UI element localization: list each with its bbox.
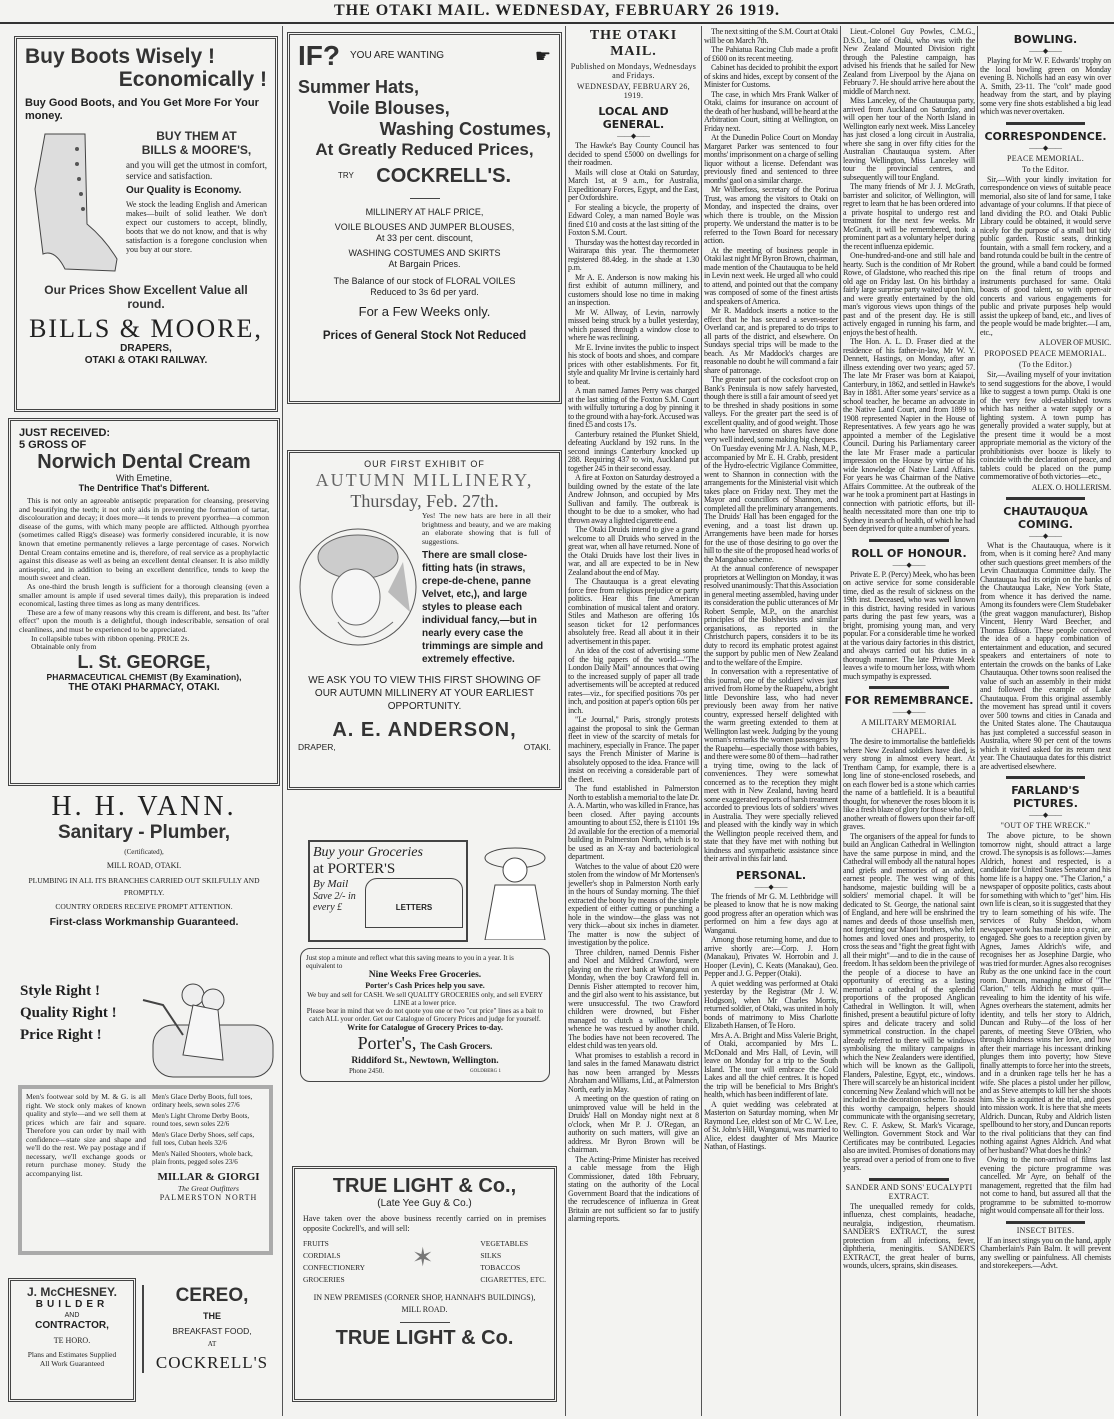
ad-text: All Work Guaranteed bbox=[39, 1359, 105, 1368]
column-rule bbox=[840, 26, 841, 1416]
section-heading: PERSONAL. bbox=[735, 868, 807, 882]
section-heading: ROLL OF HONOUR. bbox=[851, 546, 967, 560]
ornament-divider: ——◆—— bbox=[1029, 531, 1062, 540]
article-paragraph: Sir,—Availing myself of your invitation to send suggestions for the above, I would like to suggest a town pump. Otaki is one of the very few old-established towns which has neither a water supply or a lighting system. A town pump has generally provided a water supply, but at the present time it would be a most appropriate memorial as the victory of the prohibitionists over booze is likely to coincide with the declaration of peace, and tablets could be placed on the pump commemorative of both victories—etc., bbox=[980, 370, 1111, 481]
article-paragraph: Cabinet has decided to prohibit the export of skins and hides, except by consent of the Minister for Customs. bbox=[704, 63, 838, 89]
article-paragraph: "Le Journal," Paris, strongly protests against the proposal to sink the German fleet in view of the scarcity of metals for machinery, especially in France. The paper says the French Minister of Marine is absolutely opposed to the idea. France will insist on receiving a considerable part of the fleet. bbox=[568, 715, 699, 784]
signature: ALEX. O. HOLLERISM. bbox=[1031, 482, 1111, 492]
ad-gross: 5 GROSS OF bbox=[19, 439, 87, 451]
ad-headline: Quality Right ! bbox=[20, 1005, 117, 1021]
ad-buy: BUY THEM AT bbox=[156, 129, 237, 143]
ornament-divider: ——◆—— bbox=[1029, 143, 1062, 152]
section-heading: BOWLING. bbox=[1013, 33, 1078, 46]
article-paragraph: The Chautauqua is a great elevating force free from religious prejudice or party politics. Hear this fine American combination of musical talent and oratory. Stiles and Matheson are offering 10s season ticket for 12 performances absolutely free. Read all about it in their advertisement in this paper. bbox=[568, 577, 699, 646]
ad-store-name: Porter's, bbox=[357, 1033, 417, 1053]
ad-headline: Economically ! bbox=[118, 68, 267, 91]
article-paragraph: A fire at Foxton on Saturday destroyed a building owned by the estate of the late Andrew Johnson, and occupied by Mrs Sullivan and family. The outbreak is thought to be due to a smoker, who had thrown away a lighted cigarette end. bbox=[568, 473, 699, 525]
article-paragraph: Mr A. E. Anderson is now making his first exhibit of autumn millinery, and customers should lose no time in making an inspection. bbox=[568, 272, 699, 307]
ad-headline: Price Right ! bbox=[20, 1027, 102, 1043]
section-heading: LOCAL AND GENERAL. bbox=[598, 105, 669, 131]
ad-offer: VOILE BLOUSES AND JUMPER BLOUSES, bbox=[334, 222, 515, 232]
ornament-divider: ——◆—— bbox=[1029, 47, 1062, 55]
news-column bbox=[568, 28, 699, 1225]
article-paragraph: The Pahiatua Racing Club made a profit of £600 on its recent meeting. bbox=[704, 45, 838, 63]
news-column bbox=[980, 28, 1111, 1272]
ad-headline: At Greatly Reduced Prices, bbox=[315, 140, 534, 159]
ad-date: Thursday, Feb. 27th. bbox=[350, 491, 499, 511]
ornament-divider: ——◆—— bbox=[892, 708, 926, 716]
ad-store-name: J. McCHESNEY. bbox=[26, 1285, 118, 1299]
article-paragraph: Among those returning home, and due to arrive shortly are:—Corp. J. Horn (Manakau), Privates W. Horrobin and J. Hooper (Levin), C. Keats (Manakau), Geo. Pepper and J. G. Pepper (Otaki). bbox=[704, 935, 838, 978]
goods-item: CONFECTIONERY bbox=[303, 1263, 366, 1272]
article-paragraph: What promises to establish a record in land sales in the famed Manawatu district has now been arranged by Messrs Abraham and Williams, Ltd., at Palmerston North, early in May. bbox=[568, 1050, 699, 1094]
ad-headline: Buy your Groceries bbox=[313, 845, 423, 860]
ad-offer: At Bargain Prices. bbox=[388, 259, 461, 269]
subheading: INSECT BITES. bbox=[1016, 1225, 1075, 1235]
article-paragraph: Mr E. Irvine invites the public to inspect his stock of boots and shoes, and compare prices with other establishments. For fit, style and quality Mr Irvine is certainly hard to beat. bbox=[568, 342, 699, 386]
ad-text: Plans and Estimates Supplied bbox=[27, 1350, 117, 1359]
ad-vann bbox=[8, 792, 280, 929]
article-paragraph: The unequalled remedy for colds, influenza, chest complaints, headache, neuralgia, indigestion, rheumatism. SANDER'S EXTRACT, the surest protection from all infections, fever, diphtheria, meningitis. SANDER'S EXTRACT, the great healer of burns, wounds, ulcers, sprains, skin diseases. bbox=[843, 1201, 975, 1270]
article-paragraph: The friends of Mr G. M. Lethbridge will be pleased to know that he is now making good progress after an operation which was performed on him a few days ago at Wanganui. bbox=[704, 891, 838, 935]
subheading: SANDER AND SONS' EUCALYPTI EXTRACT. bbox=[845, 1182, 973, 1201]
ornament-divider: ——◆—— bbox=[754, 882, 788, 891]
goods-item: TOBACCOS bbox=[480, 1263, 521, 1272]
ad-store-name: COCKRELL'S. bbox=[376, 165, 512, 187]
ad-trade: DRAPERS, bbox=[120, 343, 172, 354]
ad-offer: MILLINERY AT HALF PRICE, bbox=[365, 207, 484, 217]
divider bbox=[869, 1178, 948, 1181]
ad-text: Please bear in mind that we do not quote you one or two "cut price" lines as a bait to catch ALL your order. Get our Catalogue of Grocery Prices and judge for yourself. bbox=[306, 1007, 544, 1023]
ad-trade: CONTRACTOR, bbox=[35, 1320, 109, 1331]
subheading: (To the Editor.) bbox=[1019, 360, 1072, 369]
ornament-divider: ——◆—— bbox=[1029, 811, 1062, 819]
article-paragraph: In conversation with a representative of this journal, one of the soldiers' wives just arrived from Home by the Ruapehu, a bright little Devonshire lass, who had never previously been away from her native country, expressed herself delighted with the warm greeting extended to them at Wellington last week. Judging by the young woman's remarks the women passengers by the Ruapehu—especially those with babies, and there were some 80 of them—had rather a trying time, owing to the lack of conveniences. They were somewhat concerned as to the reception they might meet with in New Zealand, having heard some exaggerated reports of harsh treatment accorded to previous lots of soldiers' wives in Australia. They were specially relieved and pleased with the kindly way in which the Wellington people received them, and state that they have met with nothing but kindness and sympathetic assistance since their arrival in this fair land. bbox=[704, 667, 838, 863]
ad-address: IN NEW PREMISES (CORNER SHOP, HANNAH'S BUILDINGS), MILL ROAD. bbox=[313, 1293, 536, 1314]
ad-cert: (Certificated), bbox=[124, 848, 164, 856]
mailbox-label: LETTERS bbox=[395, 903, 433, 912]
article-paragraph: At the meeting of business people in Otaki last night Mr Byron Brown, chairman, made mention of the Chautauqua to be held in Levin next week. He urged all who could to attend, and pointed out that the company was composed of some of the finest artists and speakers of America. bbox=[704, 245, 838, 306]
ad-mcchesney bbox=[8, 1278, 136, 1402]
boot-illustration-icon bbox=[25, 129, 120, 279]
article-paragraph: The greater part of the cocksfoot crop on Bank's Peninsula is now safely harvested, though there is still a fair amount of seed yet to be threshed in shady positions in some valleys. For the greater part the seed is of excellent quality, and of good weight. Those who have harvested on shares have done very well indeed, some making big cheques. bbox=[704, 375, 838, 444]
masthead: THE OTAKI MAIL. WEDNESDAY, FEBRUARY 26 1919. bbox=[0, 0, 1114, 24]
ad-true-light bbox=[292, 1166, 557, 1402]
ad-text: AT bbox=[207, 1340, 217, 1348]
article-paragraph: Watches to the value of about £20 were stolen from the window of Mr Mortensen's jeweller's shop in Palmerston North early in the hours of Sunday morning. The thief extracted the booty by means of the simple expedient of either cutting or punching a hole in the window—the glass was not very thick—about six inches in diameter. The matter is now the subject of investigation by the police. bbox=[568, 861, 699, 947]
ad-headline: AUTUMN MILLINERY, bbox=[315, 470, 534, 490]
article-paragraph: The many friends of Mr J. J. McGrath, barrister and solicitor, of Wellington, will regret to learn that he has been ordered into a private hospital to undergo rest and treatment for the next few weeks. Mr McGrath, it will be remembered, took a prominent part as a voluntary helper during the recent influenza epidemic. bbox=[843, 182, 975, 251]
ad-text: COUNTRY ORDERS RECEIVE PROMPT ATTENTION. bbox=[55, 902, 233, 911]
ornament-divider: ——◆—— bbox=[617, 132, 650, 140]
article-paragraph: Mr W. Allway, of Levin, narrowly missed being struck by a bullet yesterday, which passed through a window close to where he was reclining. bbox=[568, 307, 699, 342]
ad-address: TE HORO. bbox=[53, 1336, 91, 1345]
ad-trade: The Cash Grocers. bbox=[420, 1041, 493, 1051]
ad-trade: Sanitary - Plumber, bbox=[57, 822, 231, 843]
ornament-divider: ——◆—— bbox=[892, 560, 926, 569]
article-paragraph: The case, in which Mrs Frank Walker of Otaki, claims for insurance on account of the death of her husband, will be heard at the Arbitration Court, sitting at Wellington, on Friday next. bbox=[704, 89, 838, 133]
subheading: To the Editor. bbox=[1021, 164, 1070, 174]
ad-lead: Buy Good Boots, and You Get More For Your money. bbox=[25, 97, 259, 122]
article-paragraph: If an insect stings you on the hand, apply Chamberlain's Pain Balm. It will prevent any swelling or painfulness. All chemists and storekeepers.—Advt. bbox=[980, 1235, 1111, 1270]
ad-late: (Late Yee Guy & Co.) bbox=[377, 1198, 472, 1209]
ad-text: This is not only an agreeable antiseptic preparation for cleansing, preserving and beautifying the teeth; it not only aids in preventing the formation of tartar, discolouration and decay; it does more—it tends to prevent pyorrhea—a common disease of the gums, with which many people are afflicted. Although pyorrhea (sometimes called Rigg's disease) was formerly considered incurable, it is now known that emetine permanently relieves a large percentage of cases. Norwich Dental Cream contains emetine and is, therefore, of real service as a prophylactic against this disease as well as being an excellent dental cleanser. It is also mildly antiseptic, and in addition to being an excellent dentrifice, tends to keep the mouth sweet and clean. bbox=[19, 496, 269, 583]
price-item: Men's Light Chrome Derby Boots, round toes, sewn soles 22/6 bbox=[152, 1112, 250, 1128]
ad-store-name: TRUE LIGHT & Co. bbox=[335, 1327, 514, 1349]
article-paragraph: The Otaki Druids intend to give a grand welcome to all Druids who served in the great war, when all have returned. None of the Otaki Druids have lost their lives in war, and all are expected to be in New Zealand about the end of May. bbox=[568, 525, 699, 577]
ad-text: PLUMBING IN ALL ITS BRANCHES CARRIED OUT SKILFULLY AND PROMPTLY. bbox=[28, 876, 260, 897]
ad-guarantee: First-class Workmanship Guaranteed. bbox=[49, 916, 239, 928]
article-paragraph: Mails will close at Otaki on Saturday, March 1st, at 9 a.m., for Australia, Expeditionary Forces, Egypt, and the East, per Oxfordshire. bbox=[568, 167, 699, 202]
ad-address: Riddiford St., Newtown, Wellington. bbox=[351, 1056, 499, 1066]
ad-text: As one-third the brush length is sufficient for a thorough cleansing (even a smaller amount is ample if used several times daily), this preparation is indeed economical, lasting three times as long as many dentrifices. bbox=[19, 581, 269, 609]
article-paragraph: One-hundred-and-one and still hale and hearty. Such is the condition of Mr Robert Rowe, of Gladstone, who reached this ripe old age on Friday last. On his birthday a fairly large surprise party waited upon him, and were greatly entertained by the old man's vigorous views upon things of the past and of the present day. He is still actively engaged in running his farm, and enjoys the best of health. bbox=[843, 251, 975, 337]
article-paragraph: The above picture, to be shown tomorrow night, should attract a large crowd. The synopsis is as follows:—James Aldrich, honest and respected, is a candidate for United States Senator and his home life is a happy one. "The Clarion," a newspaper of opposite politics, casts about for something with which to "get" him. His own life is clean, so it is suggested that they try to learn something of his wife. The services of Ruby Sheldon, whom newspaper work has made into a cynic, are engaged. She goes to a reception given by Agnes, James Aldrich's wife, and recognises her as Josephine Dargie, who was tried for murder. Agnes also recognises Ruby as the one unkind face in the court room. Duncan, managing editor of "The Clarion," tells Aldrich he must quit—revealing to him the identity of his wife. Agnes overhears the statement, admits her identity, and tells her story to Aldrich, Duncan and Ruby—of the loss of her parents, of meeting Steve O'Brien, who through kindness wins her love, and how after their marriage his incessant drinking plunges them into poverty; how Steve finally attempts to force her into the streets, and in a drunken rage tells her he has a wife. She places a pistol under her pillow, and as Steve attempts to kill her she shoots him. She is acquitted at the trial, and goes into mission work. It is here that she meets Aldrich. Duncan, Ruby and Aldrich listen spellbound to her story, and Duncan reports to the rival politicians that they can find nothing against Agnes Aldrich. And what of her husband? What does he think? bbox=[980, 831, 1111, 1155]
article-paragraph: Thursday was the hottest day recorded in Wairarapa this year. The thermometer registered 88.4deg. in the shade at 1.30 p.m. bbox=[568, 237, 699, 272]
ad-headline: Summer Hats, bbox=[298, 77, 420, 97]
subheading: PEACE MEMORIAL. bbox=[1007, 153, 1084, 163]
woman-in-hat-illustration-icon bbox=[298, 512, 418, 672]
article-paragraph: The Acting-Prime Minister has received a cable message from the High Commissioner, dated 18th February, stating on the authority of the Local Government Board that the indications of the recrudescence of influenza in Great Britain are not sufficient so far to justify alarming reports. bbox=[568, 1154, 699, 1223]
ad-offer: WASHING COSTUMES AND SKIRTS bbox=[348, 248, 501, 258]
article-paragraph: A quiet wedding was performed at Otaki yesterday by the Registrar (Mr J. W. Hodgson), when Mr Charles Morris, returned soldier, of Otaki, was united in holy bonds of matrimony to Miss Charlotte Elizabeth Hansen, of Te Horo. bbox=[704, 978, 838, 1030]
subheading: PROPOSED PEACE MEMORIAL. bbox=[984, 349, 1107, 358]
ad-note: Prices of General Stock Not Reduced bbox=[322, 330, 527, 342]
ad-trade: AND bbox=[64, 1312, 80, 1319]
price-item: Men's Glace Derby Boots, full toes, ordinary heels, sewn soles 27/6 bbox=[152, 1093, 253, 1109]
subheading: A MILITARY MEMORIAL CHAPEL. bbox=[861, 718, 957, 736]
subheading: Published on Mondays, Wednesdays and Fridays. bbox=[570, 62, 697, 80]
ad-text: Men's footwear sold by M. & G. is all right. We stock only makes of known quality and style—and we sell them at prices which are fair and square. Therefore you can order by mail with confidence—state size and shape and we'll do the rest. We pay postage and if necessary, we'll exchange goods or return purchase money. Study the accompanying list. bbox=[26, 1092, 146, 1178]
article-paragraph: The next sitting of the S.M. Court at Otaki will be on March 7th. bbox=[704, 27, 838, 45]
ad-address: OTAKI & OTAKI RAILWAY. bbox=[84, 355, 208, 366]
article-paragraph: The desire to immortalise the battlefields where New Zealand soldiers have died, is very strong in almost every heart. At Trentham Camp, for example, there is a long line of stone-enclosed rosebeds, and on each flower bed is a stone which carries the name of a battlefield. It is a beautiful thought, for whenever the roses bloom it is like a fresh blaze of glory for those who fell, another wreath of flowers upon their far-off graves. bbox=[843, 737, 975, 831]
article-paragraph: Canterbury retained the Plunket Shield, defeating Auckland by 192 runs. In the second innings Canterbury knocked up 288. Requiring 437 to win, Auckland put together 245 in their second essay. bbox=[568, 429, 699, 473]
ad-text: WE ASK YOU TO VIEW THIS FIRST SHOWING OF OUR AUTUMN MILLINERY AT YOUR EARLIEST OPPORTUNITY. bbox=[308, 675, 541, 712]
goods-item: CORDIALS bbox=[303, 1251, 341, 1260]
ad-just-received: JUST RECEIVED: bbox=[19, 427, 111, 439]
goods-item: FRUITS bbox=[303, 1239, 329, 1248]
goods-item: SILKS bbox=[480, 1251, 502, 1260]
price-item: Men's Glace Derby Shoes, self caps, full toes, Cuban heels 32/6 bbox=[152, 1131, 255, 1147]
if-logo: IF? bbox=[298, 40, 340, 71]
ad-text: Have taken over the above business recently carried on in premises opposite Cockrell's, and will sell: bbox=[303, 1214, 546, 1233]
ad-text: We buy and sell for CASH. We sell QUALITY GROCERIES only, and sell EVERY LINE at a lower price. bbox=[307, 991, 543, 1007]
ad-text: and you will get the utmost in comfort, service and satisfaction. bbox=[126, 160, 267, 181]
divider bbox=[1006, 497, 1085, 500]
ad-trade: BUILDER bbox=[35, 1299, 109, 1310]
ad-text: Obtainable only from bbox=[31, 642, 97, 652]
ad-product: Norwich Dental Cream bbox=[37, 451, 251, 473]
ad-porters bbox=[300, 840, 550, 1140]
ad-offer: At 33 per cent. discount, bbox=[375, 233, 474, 243]
ad-with: With Emetine, bbox=[115, 473, 173, 483]
article-paragraph: Mr Wilberfoss, secretary of the Porirua Trust, was among the visitors to Otaki on Monday, and inspected the drains, over which there is trouble, on the Mission property. We understand the matter is to be referred to the Town Board for necessary action. bbox=[704, 185, 838, 245]
article-paragraph: For stealing a bicycle, the property of Edward Coley, a man named Boyle was fined £10 and costs at the last sitting of the Foxton S.M. Court. bbox=[568, 202, 699, 237]
news-column bbox=[843, 28, 975, 1272]
ad-headline: Washing Costumes, bbox=[379, 119, 551, 139]
ad-tagline: The Dentrifice That's Different. bbox=[78, 483, 210, 493]
article-paragraph: The organisers of the appeal for funds to build an Anglican Cathedral in Wellington have the same purpose in mind, and the Cathedral will embody all the natural hopes and griefs and memories of an ardent, earnest people. The west wing of this handsome, majestic building will be a soldiers' memorial chapel. It will be dedicated to St. George, the national saint of England, and here will be enshrined the names and deeds of those unselfish men, not forgetting our Maori brothers, who left homes and loved ones and prosperity, to cross the seas and "fight the great fight with all their might"—and to die in the cause of freedom. It has seldom been the privilege of the people of a diocese to have an opportunity of erecting as a lasting memorial a cathedral of the splendid proportions of the proposed Anglican Cathedral in Wellington. It will, when finished, present a beautiful picture of lofty spires and delicate tracery and solid symmetrical construction. In the chapel already referred to there will be windows symbolising the military campaigns in which the New Zealanders were identified, which will be known as the Gallipoli, Flanders, Palestine, Egypt, etc., windows. There will scarcely be an historical incident concerning New Zealand which will not be included in the decoration scheme. To assist this worthy campaign, helpers should communicate with the organising secretary, Rev. C. F. Askew, St. Mark's Vicarage, Wellington. Government Stock and War Certificates may be contributed. Legacies also are invited. Promises of donations may be spread over a period of from one to five years. bbox=[843, 831, 975, 1172]
ad-bills-moore bbox=[14, 36, 278, 412]
ad-save: Save 2/- in every £ bbox=[313, 891, 356, 913]
price-item: Men's Nailed Shooters, whole back, plain fronts, pegged soles 23/6 bbox=[152, 1150, 253, 1166]
ad-offer: Reduced to 3s 6d per yard. bbox=[370, 287, 479, 297]
article-paragraph: The Hon. A. L. D. Fraser died at the residence of his father-in-law, Mr W. Y. Dennett, Hastings, on Monday, after an illness extending over two years; aged 57. The late Mr Fraser was born at Kaiapoi, Canterbury, in 1862, and settled in Hawke's Bay in 1881. After some years' service as a school teacher, he became an advocate in the Native Land Court, and from 1899 to 1908 represented Napier in the House of Representatives. A few years ago he was appointed a member of the Legislative Council. During his Parliamentary career the late Mr Fraser made a particular impression on the House by virtue of his wide knowledge of Native Land Affairs. For years he was Chairman of the Native Affairs Committee. At the outbreak of the war he took a prominent part at Hastings in connection with patriotic efforts, but ill-health necessitated more than one trip to Sydney in search of health, of which he had been deprived for quite a number of years. bbox=[843, 337, 975, 533]
ad-text: There are small close-fitting hats (in straws, crepe-de-chene, panne Velvet, etc,), and large styles to please each individual fancy,—but in nearly every case the trimmings are simple and extremely effective. bbox=[422, 550, 544, 665]
ad-price: In collapsible tubes with ribbon opening. PRICE 2s. bbox=[31, 633, 190, 643]
ad-quality: Our Quality is Economy. bbox=[126, 185, 242, 196]
column-rule bbox=[565, 26, 566, 1416]
woman-posting-letter-illustration-icon bbox=[475, 840, 550, 940]
ad-try: TRY bbox=[337, 171, 354, 180]
ad-code: GOLDBERG 1 bbox=[470, 1069, 501, 1074]
ad-text: THE bbox=[203, 1311, 221, 1321]
ad-prices: Our Prices Show Excellent Value all round. bbox=[44, 283, 248, 311]
signature: A LOVER OF MUSIC. bbox=[1039, 338, 1111, 347]
article-paragraph: A man named James Perry was charged at the last sitting of the Foxton S.M. Court with wilfully torturing a dog by pinning it to the ground with a hay-fork. Accused was fined £5 and costs 17s. bbox=[568, 386, 699, 429]
ad-offer: The Balance of our stock of FLORAL VOILES bbox=[333, 276, 516, 286]
news-column bbox=[704, 28, 838, 1153]
ad-lead: YOU ARE WANTING bbox=[350, 50, 445, 61]
ad-headline: at PORTER'S bbox=[313, 861, 396, 877]
ad-offer: Nine Weeks Free Groceries. bbox=[368, 970, 482, 980]
ad-address: MILL ROAD, OTAKI. bbox=[106, 861, 182, 870]
divider bbox=[869, 539, 948, 542]
divider bbox=[1006, 1221, 1085, 1224]
ad-store-name: H. H. VANN. bbox=[51, 791, 237, 822]
article-paragraph: Owing to the non-arrival of films last evening the picture programme was cancelled. Mr Ayre, on behalf of the management, regretted that the film had not come to hand, but assured all that the programme to be submitted to-morrow night would compensate all for their loss. bbox=[980, 1155, 1111, 1215]
ad-lead: OUR FIRST EXHIBIT OF bbox=[364, 459, 485, 469]
column-rule bbox=[701, 26, 702, 1416]
ad-millar-giorgi bbox=[8, 975, 280, 1265]
article-paragraph: Mrs A. A. Bright and Miss Valerie Bright, of Otaki, accompanied by Mrs L. McDonald and Mrs Hall, of Levin, will leave on Monday for a trip to the South Island. The tour will embrace the Cold Lakes and all the chief centres. It is hoped the trip will be beneficial to Mrs Bright's health, which has been indifferent of late. bbox=[704, 1030, 838, 1099]
article-paragraph: An idea of the cost of advertising some of the big papers of the world—"The London Daily Mail" announces that owing to the increased supply of paper all trade advertisements will be accepted at reduced rates—viz., for specified positions 70s per inch, and position at paper's option 60s per inch. bbox=[568, 646, 699, 715]
article-paragraph: A meeting on the question of rating on unimproved value will be held in the Druids' Hall on Monday night next at 8 o'clock, when Mr P. J. O'Regan, an authority on such matters, will give an address. Mr Byron Brown will be chairman. bbox=[568, 1094, 699, 1154]
article-paragraph: Lieut.-Colonel Guy Powles, C.M.G., D.S.O., late of Otaki, who was with the New Zealand Mounted Division right through the Palestine campaign, has advised his friends that he sailed for New Zealand from Liverpool by the Ajana on February 7. He should arrive here about the middle of March next. bbox=[843, 27, 975, 96]
ad-tagline: The Great Outfitters bbox=[178, 1184, 239, 1193]
ad-offer: Porter's Cash Prices help you save. bbox=[365, 981, 485, 990]
goods-item: VEGETABLES bbox=[480, 1239, 529, 1248]
column-rule bbox=[282, 26, 283, 1416]
section-heading: FARLAND'S PICTURES. bbox=[1011, 784, 1080, 810]
ad-trade: PHARMACEUTICAL CHEMIST (By Examination), bbox=[46, 671, 242, 682]
article-paragraph: The Hawke's Bay County Council has decided to spend £5000 on dwellings for their roadmen. bbox=[568, 141, 699, 167]
divider bbox=[1006, 776, 1085, 779]
ad-store-name: A. E. ANDERSON, bbox=[332, 719, 517, 741]
ad-phone: Phone 2450. bbox=[349, 1067, 384, 1075]
section-heading: CHAUTAUQUA COMING. bbox=[1003, 504, 1088, 531]
paper-title: THE OTAKI MAIL. bbox=[589, 28, 678, 59]
ad-store: BILLS & MOORE'S, bbox=[141, 143, 252, 157]
ad-address: THE OTAKI PHARMACY, OTAKI. bbox=[68, 681, 220, 693]
ad-cereo bbox=[142, 1285, 280, 1373]
ad-anderson bbox=[287, 450, 562, 790]
article-paragraph: At the Dunedin Police Court on Monday Margaret Parker was sentenced to four months' imprisonment on a charge of selling liquor without a license. Defendant was previously fined and sentenced to three months' gaol on a similar charge. bbox=[704, 133, 838, 185]
ad-text: Yes! The new hats are here in all their brightness and beauty, and we are making an elaborate showing that is full of suggestions. bbox=[422, 511, 551, 546]
column-rule bbox=[977, 26, 978, 1416]
ad-text: BREAKFAST FOOD, bbox=[172, 1326, 252, 1336]
goods-item: GROCERIES bbox=[303, 1275, 345, 1284]
divider bbox=[1006, 122, 1085, 125]
article-paragraph: At the annual conference of newspaper proprietors at Wellington on Monday, it was resolved unanimously: That this Association in general meeting assembled, having under its consideration the public utterances of Mr Robert Semple, M.P., on the anarchist principles of the Bolshevists and similar organisations, as reported in the Christchurch papers, considers it to be its duty to record its emphatic protest against the support by public men of New Zealand and to the welfare of the Empire. bbox=[704, 564, 839, 667]
article-paragraph: What is the Chautauqua, where is it from, when is it coming here? And many other such questions greet members of the Levin Chautauqua Committee daily. The Chautauqua had its origin on the banks of the Chautauqua Lake, New York State, from whence it has derived the name. Among its founders were Clem Studebaker (the great waggon manufacturer), Bishop Vincent, Henry Ward Beecher, and Thomas Edison. These people conceived the idea of a happy combination of entertainment and education, and secured speakers and entertainers of note to entertain the crowds on the banks of Lake Chautauqua. Other towns soon realised the value of such an assembly in their midst and followed the example of Lake Chautauqua. From this original assembly the movement has spread until it covers over 500 towns and cities in Canada and the United States alone. The Chautauqua has just completed a successful season in Australia, where 90 per cent of the towns which it visited asked for its return next year. The Chautauqua dates for this district are advertised elsewhere. bbox=[980, 540, 1111, 771]
article-paragraph: Playing for Mr W. F. Edwards' trophy on the local bowling green on Monday evening B. Nicholls had an easy win over A. Smith, 23-11. The "colt" made good headway from the start, and by playing some very fine shots established a big lead which was never overtaken. bbox=[980, 56, 1111, 116]
subheading: "OUT OF THE WRECK." bbox=[1000, 821, 1091, 830]
ad-headline: Voile Blouses, bbox=[328, 98, 450, 118]
ad-cockrell bbox=[287, 32, 562, 404]
star-emblem-icon: ✶ bbox=[411, 1243, 434, 1272]
ad-headline: Buy Boots Wisely ! bbox=[25, 45, 216, 68]
article-paragraph: Mr R. Maddock inserts a notice to the effect that he has secured a seven-seater Overland car, and is prepared to do trips to all parts of the district, and elsewhere. On Sundays special trips will be made to the beach. As Mr Maddock's charges are reasonable no doubt he will command a fair share of patronage. bbox=[704, 306, 838, 375]
ad-store-name: BILLS & MOORE, bbox=[29, 314, 263, 343]
ad-text: These are a few of many reasons why this cream is different, and best. Its "after effect" upon the mouth is a delightful, though indescribable, sensation of oral cleanliness, and must be experienced to be appreciated. bbox=[19, 607, 269, 634]
ad-address: OTAKI. bbox=[523, 742, 551, 752]
ad-trade: DRAPER, bbox=[298, 742, 336, 752]
section-heading: CORRESPONDENCE. bbox=[984, 129, 1107, 143]
article-paragraph: Sir,—With your kindly invitation for correspondence on views of suitable peace memorial, also site of land for same, I take advantage of your columns. If that piece of land dividing the P.O. and Otaki Public Library could be obtained, it would serve nicely for the purpose of a small but tidy public garden. Rustic seats, drinking fountain, with a small fern rockery, and a band rotunda could be built in the centre of the ground, while a band could be formed on the final return of troops and instruments purchased for same. Otaki boasts of good talent, so with open-air concerts and various engagements for public and private purposes help would assist the upkeep of band, etc., and lives of the people would be made brighter.—I am, etc., bbox=[980, 174, 1111, 337]
ad-store-name: COCKRELL'S bbox=[155, 1353, 269, 1372]
goods-item: CIGARETTES, ETC. bbox=[480, 1275, 546, 1284]
section-heading: FOR REMEMBRANCE. bbox=[844, 694, 974, 707]
ad-offer: For a Few Weeks only. bbox=[358, 304, 491, 319]
ad-product: CEREO, bbox=[175, 1285, 249, 1306]
ad-offer: Write for Catalogue of Grocery Prices to-day. bbox=[347, 1023, 503, 1032]
divider bbox=[869, 686, 948, 689]
ad-address: PALMERSTON NORTH bbox=[159, 1193, 258, 1202]
article-paragraph: Three children, named Dennis Fisher and Noel and Mildred Crawford, were playing on the river bank at Wanganui on Monday, when the boy Crawford fell in. Dennis Fisher attempted to recover him, and the girl also went to his assistance, but were unsuccessful. The two Crawford children were drowned, but Fisher managed to clutch a willow branch, whence he was rescued by another child. The bodies have not been recovered. The eldest child was ten years old. bbox=[568, 947, 699, 1050]
ad-st-george bbox=[8, 418, 280, 786]
subheading: WEDNESDAY, FEBRUARY 26, 1919. bbox=[577, 82, 690, 100]
article-paragraph: Miss Lanceley, of the Chautauqua party, arrived from Auckland on Saturday, and will open her tour of the North Island in Wellington early next week. Miss Lanceley has just closed a long circuit in Australia, where she sang in over fifty cities for the Australian Chautauqua system. After leaving Wellington, Miss Lanceley will tour the provincial centres, and subsequently will tour England. bbox=[843, 96, 975, 182]
ad-headline: Style Right ! bbox=[20, 983, 100, 999]
ad-store-name: TRUE LIGHT & Co., bbox=[332, 1175, 517, 1197]
article-paragraph: Private E. P. (Percy) Meek, who has been on active service for some considerable time, died as the result of sickness on the 19th inst. Deceased, who was well known in this district, having resided in various parts during the past few years, was a bright, promising young man, and very popular. For a considerable time he worked at the various dairy factories in this district, and always carried out his duties in a thorough manner. The late Private Meek leaves a wife to mourn her loss, with whom much sympathy is expressed. bbox=[843, 569, 975, 681]
article-paragraph: On Tuesday evening Mr J. A. Nash, M.P., accompanied by Mr E. H. Crabb, president of the Hydro-electric Vigilance Committee, went to Shannon in connection with the arrangements for the Ministerial visit which takes place on Friday next. They met the Mayor and councillors of Shannon, and completed all the preliminary arrangements. The Druids' Hall has been engaged for the evening, and a toast list drawn up. Arrangements have been made for horses for the use of those desiring to go over the hill to the site of the proposed head works of the Mangahao scheme. bbox=[704, 444, 838, 564]
ad-store-name: MILLAR & GIORGI bbox=[157, 1171, 260, 1183]
men-in-armchair-illustration-icon bbox=[123, 975, 278, 1080]
pointing-hand-icon: ☛ bbox=[534, 46, 551, 66]
ad-headline: By Mail bbox=[313, 878, 349, 890]
ad-text: We stock the leading English and American makes—built of solid leather. We don't expect our customers to accept, blindly, boots that we do not know, and that is why satisfaction is a foregone conclusion when you buy at our store. bbox=[126, 200, 267, 254]
ad-text: Just stop a minute and reflect what this saving means to you in a year. It is equivalent to bbox=[306, 954, 514, 970]
article-paragraph: A quiet wedding was celebrated at Masterton on Saturday morning, when Mr Raymond Lee, eldest son of Mr C. W. Lee, of St. John's Hill, Wanganui, was married to Alice, eldest daughter of Mrs Maurice Nathan, of Hastings. bbox=[704, 1099, 838, 1151]
article-paragraph: The fund established in Palmerston North to establish a memorial to the late Dr. A. A. Martin, who was killed in France, has been closed. After paying accounts amounting to about £52, there is £1101 19s 2d available for the erection of a memorial building in Palmerston North, which is to be used as an X-ray and bacteriological department. bbox=[568, 784, 699, 861]
ad-store-name: L. St. GEORGE, bbox=[77, 651, 211, 672]
